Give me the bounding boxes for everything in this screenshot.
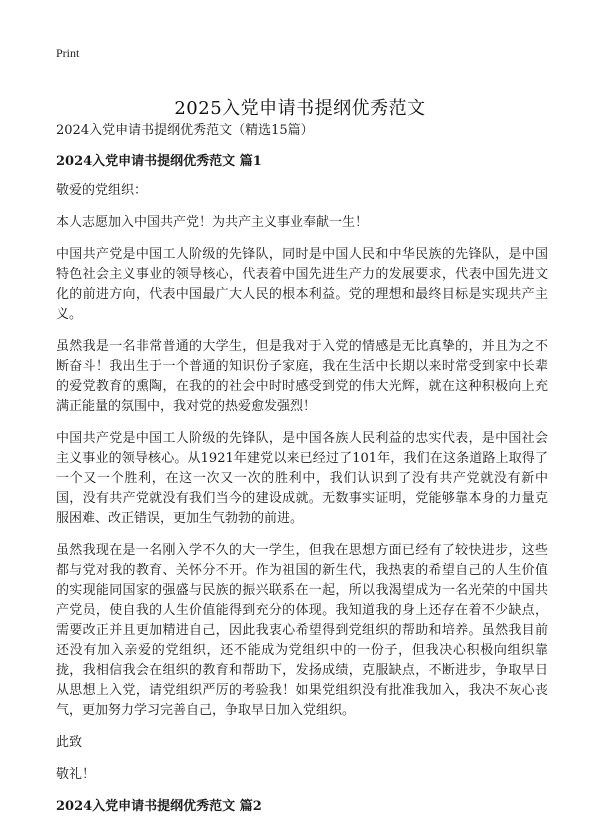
paragraph-1: 本人志愿加入中国共产党！为共产主义事业奉献一生！ (56, 215, 369, 230)
greeting: 敬爱的党组织： (56, 183, 148, 198)
closing-ci-zhi: 此致 (56, 735, 83, 750)
print-label: Print (56, 46, 80, 60)
document-title: 2025入党申请书提纲优秀范文 (174, 98, 426, 120)
paragraph-5: 虽然我现在是一名刚入学不久的大一学生，但我在思想方面已经有了较快进步，这些都与党对我的教育、关怀分不开。作为祖国的新生代，我热衷的希望自己的人生价值的实现能同国家的强盛与民族的振兴联系在一起，所以我渴望成为一名光荣的中国共产党员，使自我的人生价值能得到充分的体现。我知道我的身上还存在着不少缺点，需要改正并且更加精进自己，因此我衷心希望得到党组织的帮助和培养。虽然我目前还没有加入亲爱的党组织，还不能成为党组织中的一份子，但我决心积极向组织靠拢，我相信我会在组织的教育和帮助下，发扬成绩，克服缺点，不断进步，争取早日从思想上入党，请党组织严厉的考验我！如果党组织没有批准我加入，我决不灰心丧气，更加努力学习完善自己，争取早日加入党组织。 (56, 543, 548, 718)
document-subtitle: 2024入党申请书提纲优秀范文（精选15篇） (56, 123, 314, 138)
document-body (56, 121, 548, 826)
closing-jing-li: 敬礼！ (56, 767, 96, 782)
paragraph-2: 中国共产党是中国工人阶级的先锋队，同时是中国人民和中华民族的先锋队，是中国特色社会主义事业的领导核心，代表着中国先进生产力的发展要求，代表中国先进文化的前进方向，代表中国最广大人民的根本利益。党的理想和最终目标是实现共产主义。 (56, 247, 548, 322)
paragraph-3: 虽然我是一名非常普通的大学生，但是我对于入党的情感是无比真挚的，并且为之不断奋斗！我出生于一个普通的知识份子家庭，我在生活中长期以来时常受到家中长辈的爱党教育的熏陶，在我的的社会中时时感受到党的伟大光辉，就在这种积极向上充满正能量的氛围中，我对党的热爱愈发强烈！ (56, 339, 548, 414)
section-heading-1: 2024入党申请书提纲优秀范文 篇1 (56, 154, 262, 169)
section-heading-2: 2024入党申请书提纲优秀范文 篇2 (56, 799, 262, 814)
paragraph-4: 中国共产党是中国工人阶级的先锋队，是中国各族人民利益的忠实代表，是中国社会主义事业的领导核心。从1921年建党以来已经过了101年，我们在这条道路上取得了一个又一个胜利，在这一次又一次的胜利中，我们认识到了没有共产党就没有新中国，没有共产党就没有我们当今的建设成就。无数事实证明，党能够靠本身的力量克服困难、改正错误，更加生气勃勃的前进。 (56, 431, 548, 526)
